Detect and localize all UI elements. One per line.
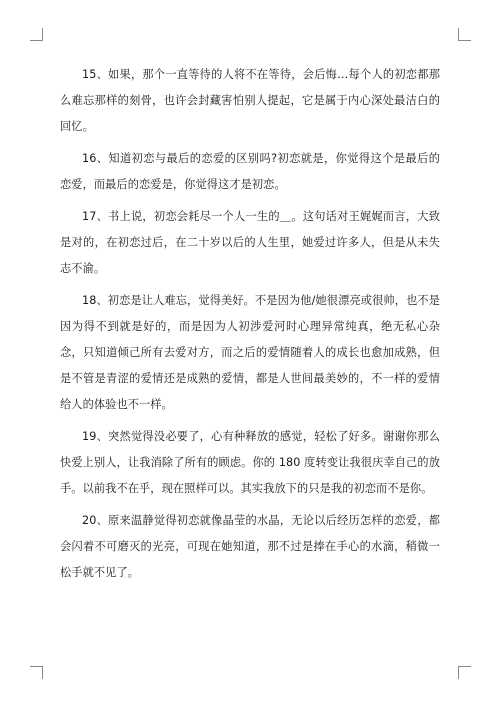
crop-mark-bottom-left: [30, 666, 43, 679]
paragraph-18: 18、初恋是让人难忘，觉得美好。不是因为他/她很漂亮或很帅，也不是因为得不到就是好的，而是因为人初涉爱河时心理异常纯真，绝无私心杂念，只知道倾己所有去爱对方，而之后的爱情随着人的成长也愈加成熟，但是不管是青涩的爱情还是成熟的爱情，都是人世间最美妙的，不一样的爱情给人的体验也不一样。: [60, 294, 440, 411]
paragraph-15: 15、如果，那个一直等待的人将不在等待，会后悔…每个人的初恋都那么难忘那样的刻骨，也许会封藏害怕别人提起，它是属于内心深处最洁白的回忆。: [60, 68, 440, 133]
paragraph-20: 20、原来温静觉得初恋就像晶莹的水晶，无论以后经历怎样的恋爱，都会闪着不可磨灭的光亮，可现在她知道，那不过是捧在手心的水滴，稍微一松手就不见了。: [60, 514, 440, 579]
paragraph-19: 19、突然觉得没必要了，心有种释放的感觉，轻松了好多。谢谢你那么快爱上别人，让我消除了所有的顾虑。你的 180 度转变让我很庆幸自己的放手。以前我不在乎，现在照样可以。其实我放下的只是我的初恋而不是你。: [60, 430, 440, 495]
crop-mark-bottom-right: [458, 666, 471, 679]
crop-mark-top-left: [30, 28, 43, 41]
paragraph-17: 17、书上说，初恋会耗尽一个人一生的＿。这句话对王娓娓而言，大致是对的，在初恋过后，在二十岁以后的人生里，她爱过许多人，但是从未失志不渝。: [60, 210, 440, 275]
paragraph-16: 16、知道初恋与最后的恋爱的区别吗?初恋就是，你觉得这个是最后的恋爱，而最后的恋爱是，你觉得这才是初恋。: [60, 152, 440, 191]
crop-mark-top-right: [458, 28, 471, 41]
document-body: [60, 62, 440, 592]
